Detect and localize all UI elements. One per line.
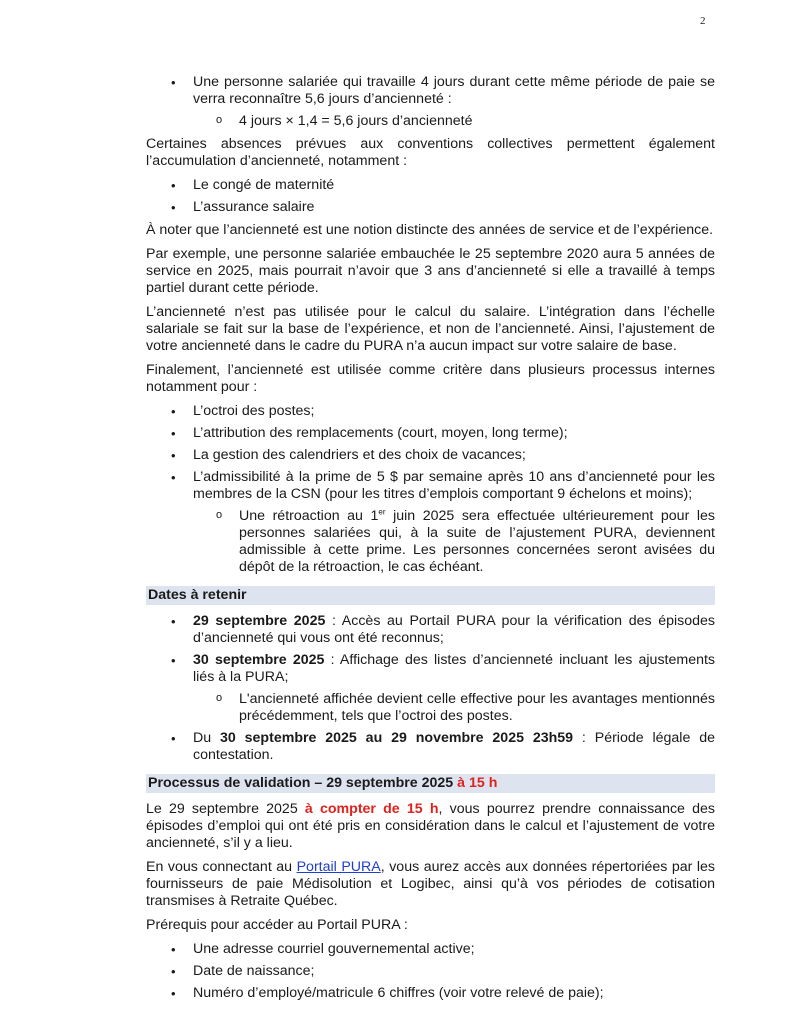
sub-list-item: o L'ancienneté affichée devient celle effective pour les avantages mentionnés précédemment, tels que l’octroi des postes. xyxy=(146,691,715,725)
section-header-validation xyxy=(146,774,715,793)
list-item xyxy=(146,730,715,764)
text: : Période légale de contestation. xyxy=(193,730,715,763)
absences-list xyxy=(146,177,715,216)
criteria-list xyxy=(146,403,715,576)
section-header-dates: Dates à retenir xyxy=(146,586,715,605)
paragraph-example: Par exemple, une personne salariée embauchée le 25 septembre 2020 aura 5 années de service en 2025, mais pourrait n’avoir que 3 ans d’ancienneté si elle a travaillé à temps partiel durant cette période. xyxy=(146,246,715,296)
prereq-list xyxy=(146,941,715,1002)
text: : Accès au Portail PURA pour la vérification des épisodes d’ancienneté qui vous ont été reconnus; xyxy=(193,613,715,646)
text: Le 29 septembre 2025 xyxy=(146,801,305,817)
title-time: à 15 h xyxy=(457,775,498,791)
text: En vous connectant au xyxy=(146,859,297,875)
list-item: • Date de naissance; xyxy=(146,963,715,980)
text: , vous aurez accès aux données répertoriées par les fournisseurs de paie Médisolution et Logibec, ainsi qu’à vos périodes de cotisation transmises à Retraite Québec. xyxy=(146,859,715,909)
list-item: • Numéro d’employé/matricule 6 chiffres (voir votre relevé de paie); xyxy=(146,985,715,1002)
paragraph-finally: Finalement, l’ancienneté est utilisée comme critère dans plusieurs processus internes notamment pour : xyxy=(146,362,715,395)
intro-list xyxy=(146,74,715,130)
list-item: • L’octroi des postes; xyxy=(146,403,715,420)
dates-list xyxy=(146,613,715,764)
date-bold: 30 septembre 2025 au 29 novembre 2025 23h59 xyxy=(220,730,574,746)
paragraph-prereq: Prérequis pour accéder au Portail PURA : xyxy=(146,917,408,933)
time-highlight: à compter de 15 h xyxy=(304,801,439,817)
superscript: er xyxy=(378,507,386,517)
text: , vous pourrez prendre connaissance des épisodes d’emploi qui ont été pris en considération dans le calcul et l’ajustement de votre ancienneté, s’il y a lieu. xyxy=(146,801,716,851)
list-item xyxy=(146,652,715,686)
text: : Affichage des listes d’ancienneté incluant les ajustements liés à la PURA; xyxy=(193,652,716,685)
page-number: 2 xyxy=(700,15,706,27)
list-item: • L’attribution des remplacements (court, moyen, long terme); xyxy=(146,425,715,442)
document-body xyxy=(146,74,715,1008)
list-item: • L’assurance salaire xyxy=(146,199,715,216)
sub-list-item xyxy=(146,508,715,576)
text: juin 2025 sera effectuée ultérieurement pour les personnes salariées qui, à la suite de l’ajustement PURA, deviennent admissible à cette prime. Les personnes concernées seront avisées du dépôt de la rétroaction, le cas échéant. xyxy=(239,508,715,575)
list-item xyxy=(146,613,715,647)
sub-list-item: o 4 jours × 1,4 = 5,6 jours d’ancienneté xyxy=(146,113,715,130)
title: Processus de validation – 29 septembre 2025 xyxy=(148,775,458,791)
portail-pura-link[interactable]: Portail PURA xyxy=(296,859,381,875)
list-item: • L’admissibilité à la prime de 5 $ par semaine après 10 ans d’ancienneté pour les membres de la CSN (pour les titres d’emplois comportant 9 échelons et moins); xyxy=(146,469,715,503)
list-item: • Une adresse courriel gouvernemental active; xyxy=(146,941,715,958)
list-item: • La gestion des calendriers et des choix de vacances; xyxy=(146,447,715,464)
text: Du xyxy=(193,730,220,746)
paragraph-note: À noter que l’ancienneté est une notion distincte des années de service et de l’expérience. xyxy=(146,222,714,238)
text: Une rétroaction au 1 xyxy=(239,508,379,524)
list-item: • Le congé de maternité xyxy=(146,177,715,194)
date-bold: 29 septembre 2025 xyxy=(193,613,326,629)
paragraph-portal xyxy=(146,859,715,910)
list-item: • Une personne salariée qui travaille 4 jours durant cette même période de paie se verra reconnaître 5,6 jours d’ancienneté : xyxy=(146,74,715,108)
paragraph-validation xyxy=(146,801,715,852)
paragraph-salary: L’ancienneté n’est pas utilisée pour le calcul du salaire. L’intégration dans l’échelle salariale se fait sur la base de l’expérience, et non de l’ancienneté. Ainsi, l’ajustement de votre ancienneté dans le cadre du PURA n’a aucun impact sur votre salaire de base. xyxy=(146,304,715,354)
paragraph-absences: Certaines absences prévues aux conventions collectives permettent également l’accumulation d’ancienneté, notamment : xyxy=(146,136,715,169)
date-bold: 30 septembre 2025 xyxy=(193,652,325,668)
